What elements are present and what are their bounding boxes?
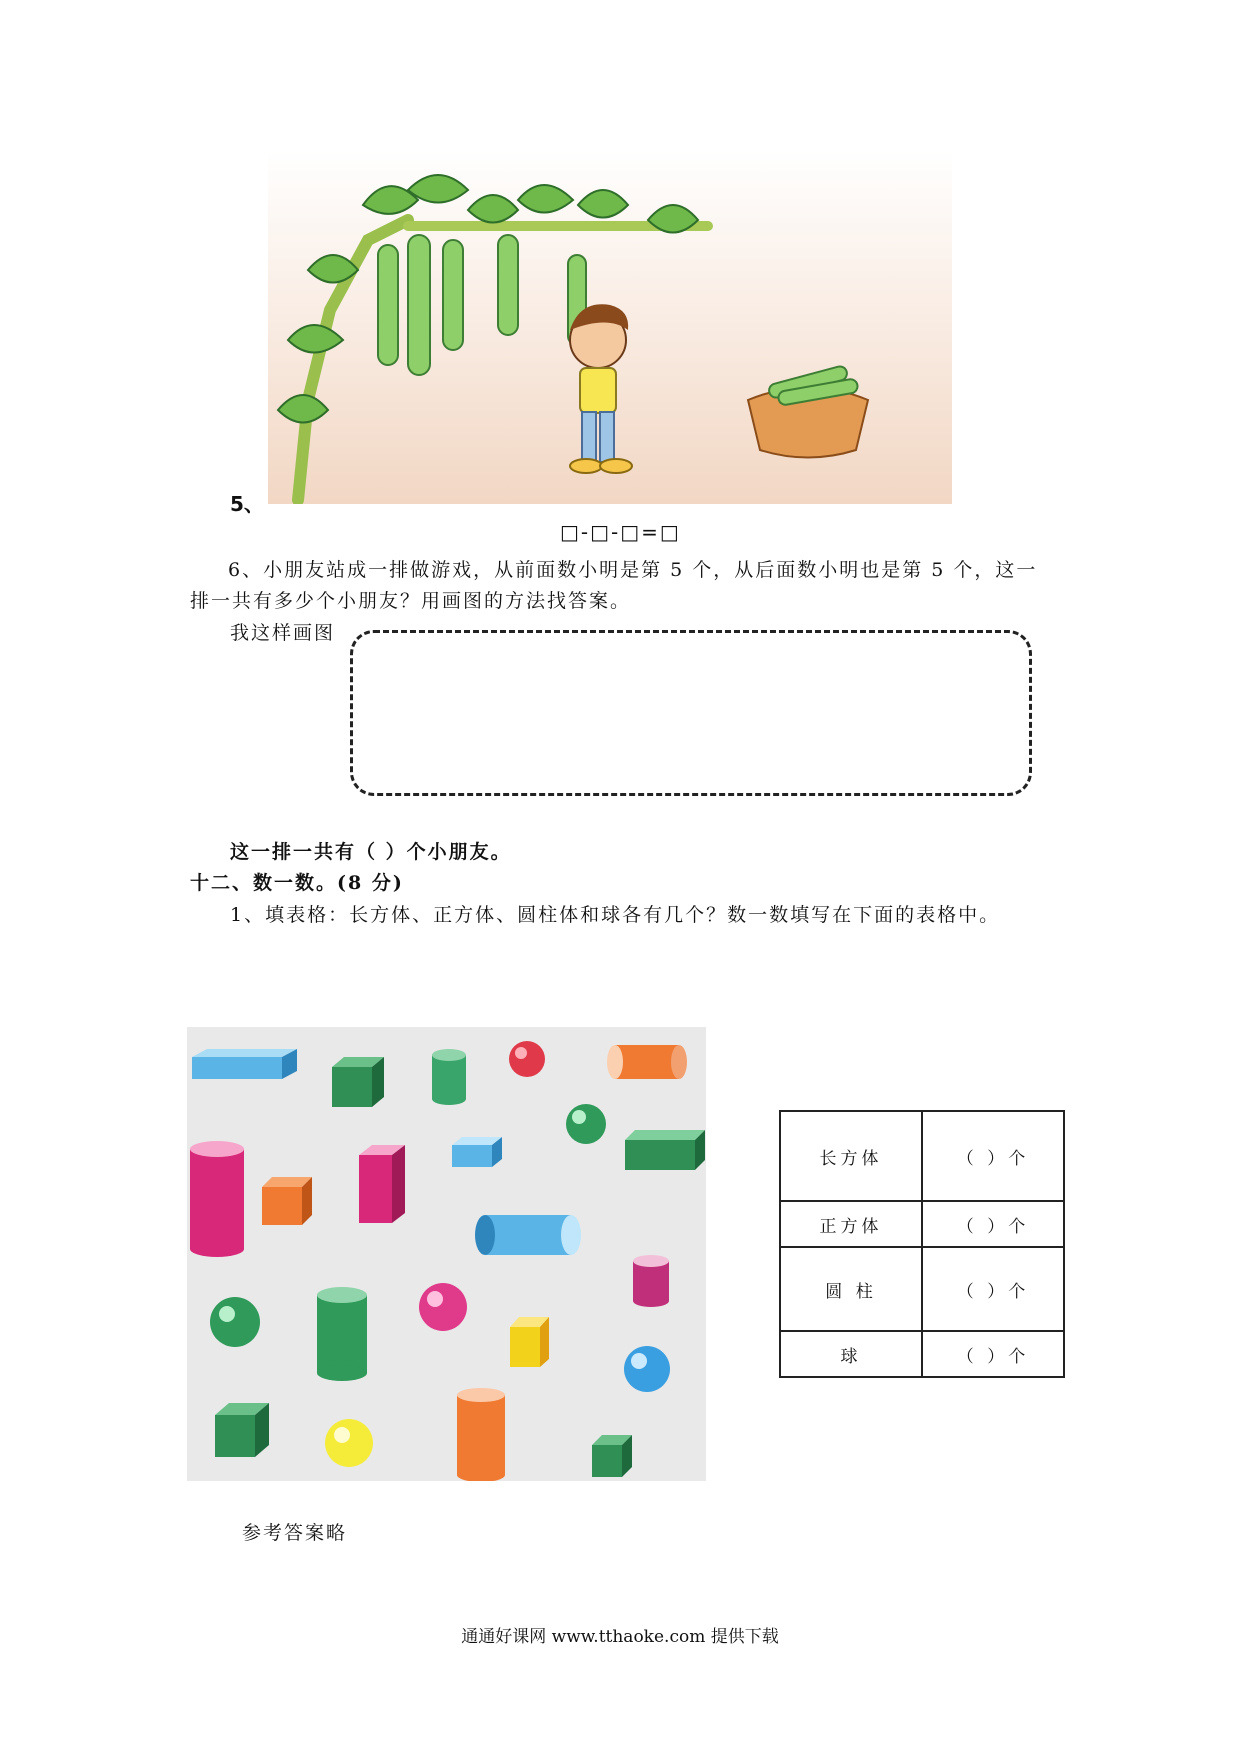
count-table bbox=[779, 1110, 1065, 1378]
cylinder-shape bbox=[190, 1141, 244, 1257]
shape-label-cell: 球 bbox=[780, 1331, 922, 1377]
table-row bbox=[780, 1331, 1064, 1377]
cuboid-shape bbox=[452, 1137, 502, 1167]
section-12-heading: 十二、数一数。(8 分) bbox=[190, 872, 404, 894]
drawing-area[interactable] bbox=[350, 630, 1032, 796]
question-6-answer-line: 这一排一共有（ ）个小朋友。 bbox=[230, 841, 512, 863]
count-blank-cell[interactable]: （ ）个 bbox=[922, 1111, 1064, 1201]
question-6-line-2: 排一共有多少个小朋友？用画图的方法找答案。 bbox=[190, 590, 632, 612]
solid-shapes-illustration bbox=[187, 1027, 706, 1481]
answer-note: 参考答案略 bbox=[242, 1522, 348, 1544]
section-12-question-1: 1、填表格：长方体、正方体、圆柱体和球各有几个？数一数填写在下面的表格中。 bbox=[230, 904, 1001, 926]
cube-shape bbox=[215, 1403, 269, 1457]
draw-label: 我这样画图 bbox=[230, 622, 336, 644]
cuboid-shape bbox=[192, 1049, 297, 1079]
cylinder-shape bbox=[457, 1388, 505, 1481]
cube-shape bbox=[332, 1057, 384, 1107]
cuboid-shape bbox=[625, 1130, 705, 1170]
count-blank-cell[interactable]: （ ）个 bbox=[922, 1201, 1064, 1247]
cube-shape bbox=[592, 1435, 632, 1477]
cube-shape bbox=[510, 1317, 549, 1367]
sphere-shape bbox=[509, 1041, 545, 1077]
loofah-picking-illustration bbox=[268, 150, 952, 504]
sphere-shape bbox=[210, 1297, 260, 1347]
cylinder-shape bbox=[607, 1045, 687, 1079]
sphere-shape bbox=[419, 1283, 467, 1331]
question-5-equation: □-□-□=□ bbox=[560, 520, 681, 544]
cuboid-shape bbox=[359, 1145, 405, 1223]
table-row bbox=[780, 1201, 1064, 1247]
cylinder-shape bbox=[317, 1287, 367, 1381]
loofah-picture bbox=[268, 150, 952, 504]
cylinder-shape bbox=[633, 1255, 669, 1307]
shape-label-cell: 正方体 bbox=[780, 1201, 922, 1247]
shape-label-cell: 圆 柱 bbox=[780, 1247, 922, 1331]
question-6-line-1: 6、小朋友站成一排做游戏，从前面数小明是第 5 个，从后面数小明也是第 5 个，这一 bbox=[228, 559, 1038, 581]
sphere-shape bbox=[566, 1104, 606, 1144]
sphere-shape bbox=[624, 1346, 670, 1392]
count-blank-cell[interactable]: （ ）个 bbox=[922, 1331, 1064, 1377]
table-row bbox=[780, 1111, 1064, 1201]
shape-label-cell: 长方体 bbox=[780, 1111, 922, 1201]
cube-shape bbox=[262, 1177, 312, 1225]
table-row bbox=[780, 1247, 1064, 1331]
sphere-shape bbox=[325, 1419, 373, 1467]
cylinder-shape bbox=[475, 1215, 581, 1255]
shapes-picture bbox=[187, 1027, 706, 1481]
count-blank-cell[interactable]: （ ）个 bbox=[922, 1247, 1064, 1331]
cylinder-shape bbox=[432, 1049, 466, 1105]
footer: 通通好课网 www.tthaoke.com 提供下载 bbox=[461, 1627, 779, 1647]
question-5-number: 5、 bbox=[230, 492, 264, 516]
